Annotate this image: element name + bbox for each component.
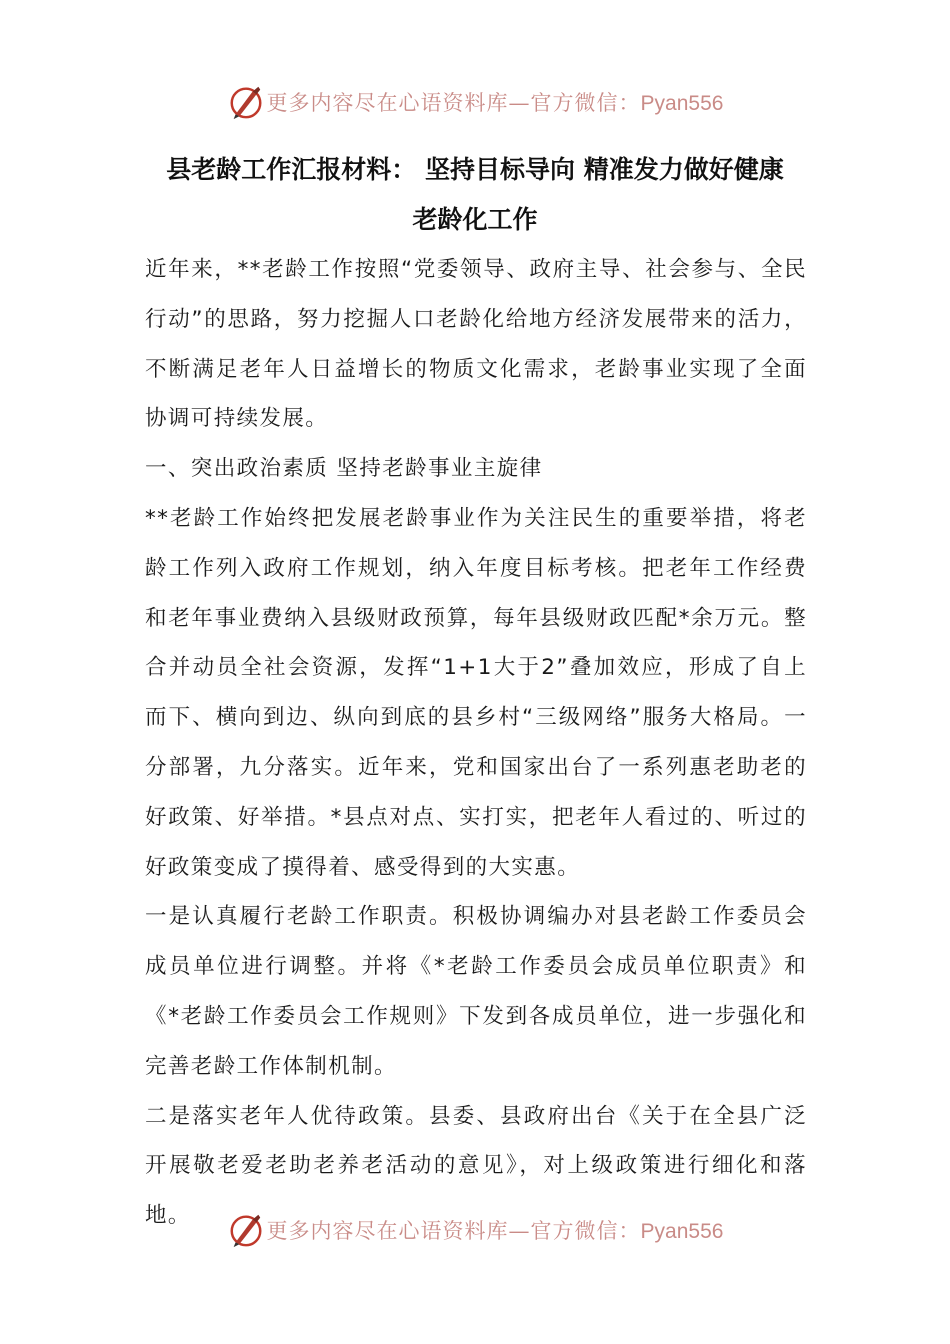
pen-logo-icon	[227, 1211, 265, 1249]
pen-logo-icon	[227, 83, 265, 121]
paragraph-section-1: **老龄工作始终把发展老龄事业作为关注民生的重要举措，将老龄工作列入政府工作规划，纳入年度目标考核。把老年工作经费和老年事业费纳入县级财政预算，每年县级财政匹配*余万元。整合并动员全社会资源，发挥“1+1大于2”叠加效应，形成了自上而下、横向到边、纵向到底的县乡村“三级网络”服务大格局。一分部署，九分落实。近年来，党和国家出台了一系列惠老助老的好政策、好举措。*县点对点、实打实，把老年人看过的、听过的好政策变成了摸得着、感受得到的大实惠。	[145, 505, 807, 880]
section-heading: 一、突出政治素质 坚持老龄事业主旋律	[145, 456, 543, 482]
wechat-id: Pyan556	[640, 92, 724, 115]
document-title-line-1: 县老龄工作汇报材料： 坚持目标导向 精准发力做好健康	[166, 155, 784, 184]
document-title-line-2: 老龄化工作	[412, 205, 538, 234]
banner-text: 更多内容尽在心语资料库—官方微信：Pyan556	[266, 91, 724, 115]
document-body	[145, 245, 807, 1241]
paragraph-point-2: 二是落实老年人优待政策。县委、县政府出台《关于在全县广泛开展敬老爱老助老养老活动的意见》，对上级政策进行细化和落地。	[145, 1103, 807, 1229]
paragraph-intro: 近年来，**老龄工作按照“党委领导、政府主导、社会参与、全民行动”的思路，努力挖掘人口老龄化给地方经济发展带来的活力，不断满足老年人日益增长的物质文化需求，老龄事业实现了全面协调可持续发展。	[145, 257, 807, 432]
footer-banner	[0, 1208, 950, 1252]
wechat-id: Pyan556	[640, 1220, 724, 1243]
banner-text: 更多内容尽在心语资料库—官方微信：Pyan556	[266, 1219, 724, 1243]
header-banner	[0, 80, 950, 124]
paragraph-point-1: 一是认真履行老龄工作职责。积极协调编办对县老龄工作委员会成员单位进行调整。并将《*老龄工作委员会成员单位职责》和《*老龄工作委员会工作规则》下发到各成员单位，进一步强化和完善老龄工作体制机制。	[145, 904, 807, 1079]
